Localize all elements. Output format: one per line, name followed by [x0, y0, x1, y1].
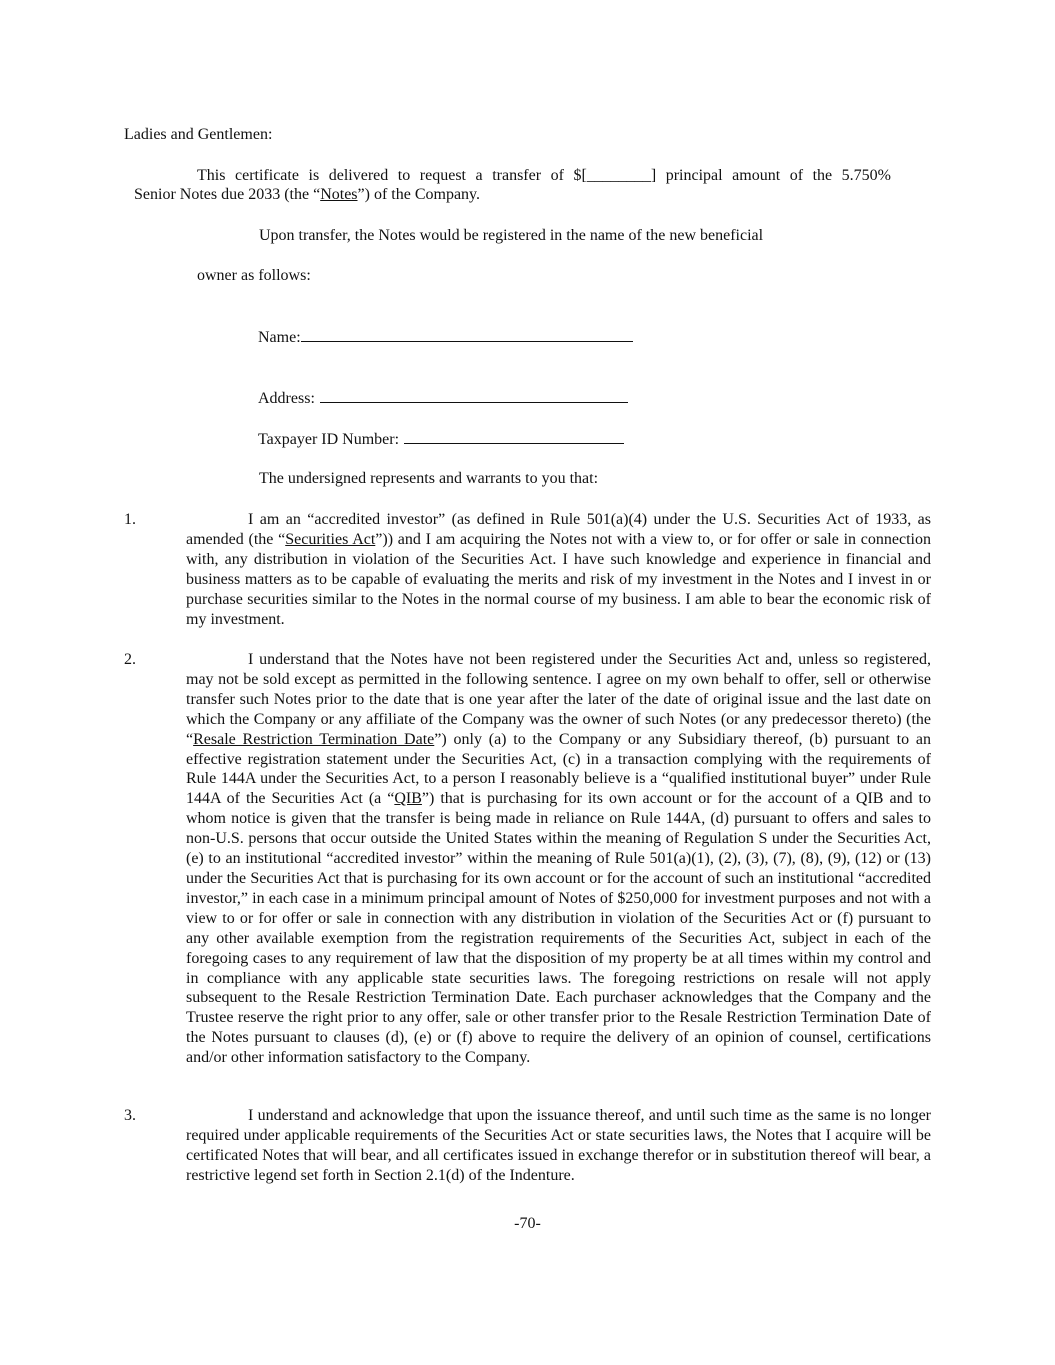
resale-restriction-term: Resale Restriction Termination Date [193, 730, 435, 748]
clause-1: 1. I am an “accredited investor” (as defined in Rule 501(a)(4) under the U.S. Securities Act of 1933, as amended (the “Securities Act”)) and I am acquiring the Notes not with a view to, or for offer or sale in connection with, any distribution in violation of the Securities Act. I have such knowledge and experience in financial and business matters as to be capable of evaluating the merits and risk of my investment in the Notes and I invest in or purchase securities similar to the Notes in the normal course of my business. I am able to bear the economic risk of my investment. [124, 511, 931, 628]
clause-1-number: 1. [124, 511, 136, 528]
notes-term: Notes [320, 186, 358, 203]
name-label: Name: [258, 329, 301, 346]
intro-line-1: This certificate is delivered to request a transfer of $[________] principal amount of the 5.750% [197, 167, 892, 184]
clause-2-number: 2. [124, 651, 136, 668]
amount-blank: ________ [586, 167, 651, 184]
name-line[interactable] [301, 327, 633, 342]
salutation: Ladies and Gentlemen: [124, 126, 273, 143]
clause-3: 3. I understand and acknowledge that upon the issuance thereof, and until such time as the same is no longer required under applicable requirements of the Securities Act or state securities laws, the Notes that I acquire will be certificated Notes that will bear, and all certificates issued in exchange therefor or in substitution thereof will bear, a restrictive legend set forth in Section 2.1(d) of the Indenture. [124, 1107, 931, 1184]
clause-2: 2. I understand that the Notes have not been registered under the Securities Act and, unless so registered, may not be sold except as permitted in the following sentence. I agree on my own behalf to offer, sell or otherwise transfer such Notes prior to the date that is one year after the later of the date of original issue and the last date on which the Company or any affiliate of the Company was the owner of such Notes (or any predecessor thereto) (the “Resale Restriction Termination Date”) only (a) to the Company or any Subsidiary thereof, (b) pursuant to an effective registration statement under the Securities Act, (c) in a transaction complying with the requirements of Rule 144A under the Securities Act, to a person I reasonably believe is a “qualified institutional buyer” under Rule 144A of the Securities Act (a “QIB”) that is purchasing for its own account or for the account of a QIB and to whom notice is given that the transfer is being made in reliance on Rule 144A, (d) pursuant to offers and sales to non-U.S. persons that occur outside the United States within the meaning of Regulation S under the Securities Act, (e) to an institutional “accredited investor” within the meaning of Rule 501(a)(1), (2), (3), (7), (8), (9), (12) or (13) under the Securities Act that is purchasing for its own account or for the account of such an institutional “accredited investor,” in each case in a minimum principal amount of Notes of $250,000 for investment purposes and not with a view to or for offer or sale in connection with any distribution in violation of the Securities Act or (f) pursuant to any other available exemption from the registration requirements of the Securities Act, subject in each of the foregoing cases to any requirement of law that the disposition of my property be at all times within my control and in compliance with any applicable state securities laws. The foregoing restrictions on resale will not apply subsequent to the Resale Restriction Termination Date. Each purchaser acknowledges that the Company and the Trustee reserve the right prior to any offer, sale or other transfer prior to the Resale Restriction Termination Date of the Notes pursuant to clauses (d), (e) or (f) above to require the delivery of an opinion of counsel, certifications and/or other information satisfactory to the Company. [124, 651, 932, 1067]
taxpayer-field[interactable] [258, 429, 624, 450]
qib-term: QIB [394, 790, 422, 808]
securities-act-term: Securities Act [285, 530, 376, 548]
represents-statement: The undersigned represents and warrants to you that: [259, 470, 599, 487]
registration-line-1: Upon transfer, the Notes would be registered in the name of the new beneficial [259, 227, 764, 244]
address-label: Address: [258, 390, 315, 407]
address-line[interactable] [320, 388, 628, 403]
name-field[interactable] [258, 327, 633, 348]
taxpayer-label: Taxpayer ID Number: [258, 431, 400, 448]
taxpayer-line[interactable] [404, 429, 624, 444]
address-field[interactable] [258, 388, 628, 409]
registration-line-2: owner as follows: [197, 267, 311, 284]
page-number: -70- [514, 1215, 541, 1232]
clause-3-number: 3. [124, 1107, 136, 1124]
intro-line-2: Senior Notes due 2033 (the “Notes”) of the Company. [134, 186, 480, 203]
